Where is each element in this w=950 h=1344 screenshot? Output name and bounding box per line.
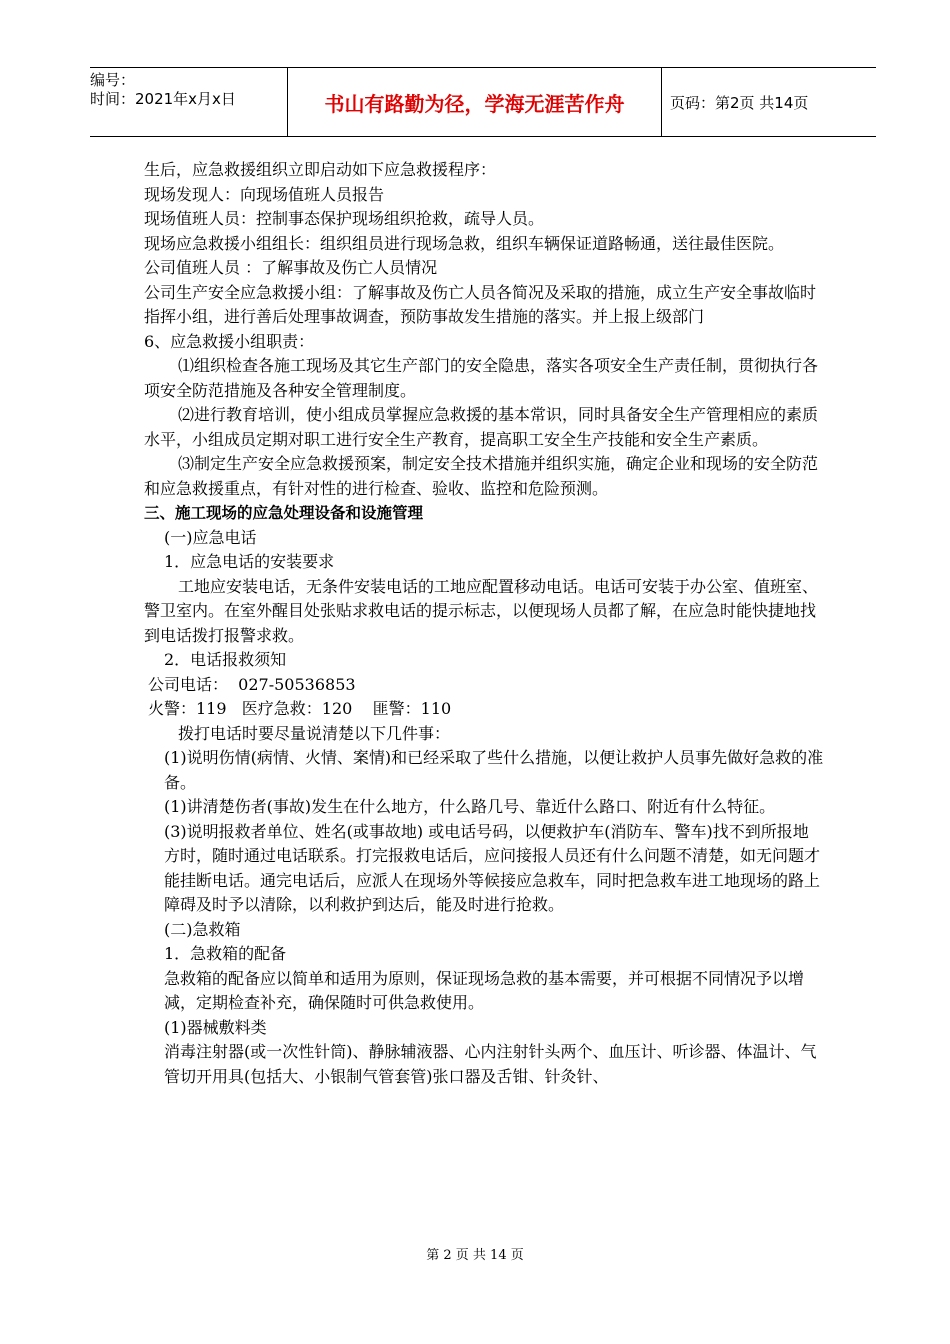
paragraph: (1)说明伤情(病情、火情、案情)和已经采取了些什么措施，以便让救护人员事先做好急救的准备。 <box>164 748 824 792</box>
document-time-label: 时间：2021年x月x日 <box>90 90 236 108</box>
paragraph: (3)说明报救者单位、姓名(或事故地) 或电话号码，以便救护车(消防车、警车)找不到所报地方时，随时通过电话联系。打完报救电话后，应问接报人员还有什么问题不清楚，如无问题才能挂断电话。通完电话后，应派人在现场外等候接应急救车，同时把急救车进工地现场的路上障碍及时予以清除，以利救护到达后，能及时进行抢救。 <box>164 821 821 914</box>
paragraph: 2．电话报救须知 <box>164 650 287 669</box>
document-number-label: 编号： <box>90 71 136 89</box>
paragraph: 消毒注射器(或一次性针筒)、静脉辅液器、心内注射针头两个、血压计、听诊器、体温计、气管切开用具(包括大、小银制气管套管)张口器及舌钳、针灸针、 <box>164 1042 817 1086</box>
paragraph: (1)讲清楚伤者(事故)发生在什么地方，什么路几号、靠近什么路口、附近有什么特征。 <box>164 797 776 816</box>
paragraph: ⑶制定生产安全应急救援预案，制定安全技术措施并组织实施，确定企业和现场的安全防范和应急救援重点，有针对性的进行检查、验收、监控和危险预测。 <box>144 454 819 498</box>
page-footer: 第 2 页 共 14 页 <box>426 1248 524 1263</box>
paragraph: 1．急救箱的配备 <box>164 944 287 963</box>
header-page-number: 页码：第2页 共14页 <box>670 93 809 112</box>
paragraph: 6、应急救援小组职责： <box>144 331 315 351</box>
paragraph: (二)急救箱 <box>164 919 241 939</box>
paragraph: 公司生产安全应急救援小组：了解事故及伤亡人员各简况及采取的措施，成立生产安全事故临时指挥小组，进行善后处理事故调查，预防事故发生措施的落实。并上报上级部门 <box>144 282 817 326</box>
paragraph: 工地应安装电话，无条件安装电话的工地应配置移动电话。电话可安装于办公室、值班室、警卫室内。在室外醒目处张贴求救电话的提示标志，以便现场人员都了解，在应急时能快捷地找到电话拨打报警求救。 <box>144 576 819 645</box>
paragraph: 现场值班人员：控制事态保护现场组织抢救，疏导人员。 <box>144 209 545 228</box>
document-body <box>144 158 824 1089</box>
paragraph: 急救箱的配备应以简单和适用为原则，保证现场急救的基本需要，并可根据不同情况予以增减，定期检查补充，确保随时可供急救使用。 <box>164 968 805 1012</box>
paragraph: 公司电话： 027-50536853 <box>148 674 356 694</box>
paragraph: (1)器械敷料类 <box>164 1017 267 1037</box>
paragraph: 火警：119 医疗急救：120 匪警：110 <box>148 699 452 718</box>
paragraph: ⑴组织检查各施工现场及其它生产部门的安全隐患，落实各项安全生产责任制，贯彻执行各项安全防范措施及各种安全管理制度。 <box>144 356 819 400</box>
paragraph: ⑵进行教育培训，使小组成员掌握应急救援的基本常识，同时具备安全生产管理相应的素质水平，小组成员定期对职工进行安全生产教育，提高职工安全生产技能和安全生产素质。 <box>144 405 819 449</box>
paragraph: 公司值班人员 ：了解事故及伤亡人员情况 <box>144 258 438 277</box>
paragraph: 现场发现人：向现场值班人员报告 <box>144 184 385 204</box>
paragraph: 生后，应急救援组织立即启动如下应急救援程序： <box>144 160 497 179</box>
paragraph: 拨打电话时要尽量说清楚以下几件事： <box>178 723 451 743</box>
paragraph: 现场应急救援小组组长：组织组员进行现场急救，组织车辆保证道路畅通，送往最佳医院。 <box>144 233 785 253</box>
header-meta <box>90 68 286 136</box>
paragraph: 三、施工现场的应急处理设备和设施管理 <box>144 504 424 522</box>
header-motto: 书山有路勤为径，学海无涯苦作舟 <box>287 68 662 136</box>
page-header <box>90 67 876 137</box>
paragraph: (一)应急电话 <box>164 527 257 547</box>
paragraph: 1．应急电话的安装要求 <box>164 552 335 571</box>
